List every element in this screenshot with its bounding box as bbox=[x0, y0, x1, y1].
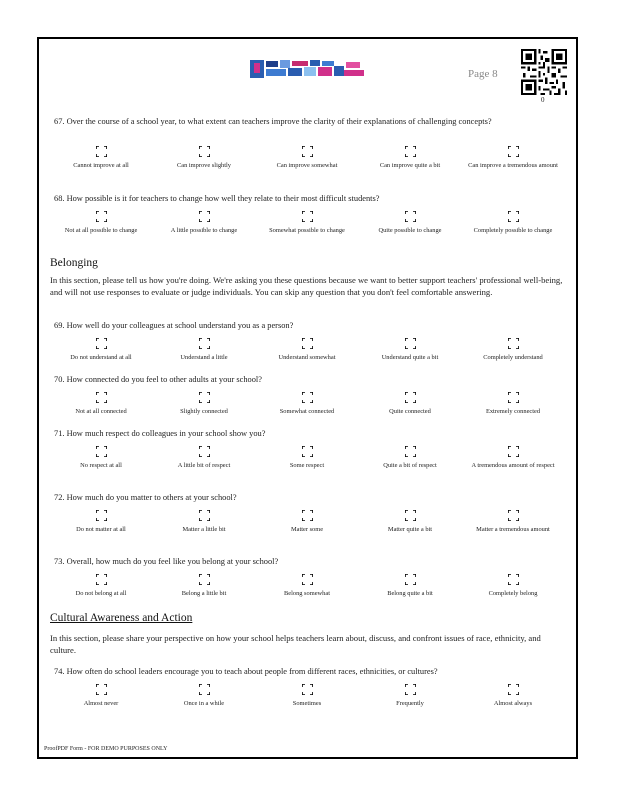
option-label: Completely possible to change bbox=[473, 227, 553, 234]
option-label: Quite possible to change bbox=[378, 227, 442, 234]
checkbox-icon[interactable] bbox=[302, 446, 313, 457]
checkbox-icon[interactable] bbox=[508, 574, 519, 585]
option-label: Belong quite a bit bbox=[387, 590, 433, 597]
option[interactable] bbox=[464, 684, 562, 708]
option-label: Do not matter at all bbox=[76, 526, 126, 533]
option-label: Once in a while bbox=[183, 700, 225, 707]
option-label: Some respect bbox=[289, 462, 325, 469]
option[interactable] bbox=[258, 684, 356, 708]
option[interactable] bbox=[258, 510, 356, 534]
question-68-options bbox=[49, 211, 569, 255]
checkbox-icon[interactable] bbox=[96, 684, 107, 695]
option[interactable] bbox=[52, 684, 150, 708]
checkbox-icon[interactable] bbox=[302, 211, 313, 222]
option[interactable] bbox=[361, 574, 459, 598]
checkbox-icon[interactable] bbox=[508, 510, 519, 521]
option[interactable] bbox=[155, 338, 253, 362]
checkbox-icon[interactable] bbox=[199, 211, 210, 222]
checkbox-icon[interactable] bbox=[302, 338, 313, 349]
checkbox-icon[interactable] bbox=[96, 146, 107, 157]
question-72-text: 72. How much do you matter to others at your school? bbox=[54, 493, 237, 502]
option-label: Matter a tremendous amount bbox=[476, 526, 550, 533]
question-67-options bbox=[49, 146, 569, 190]
option-label: Quite connected bbox=[389, 408, 431, 415]
option[interactable] bbox=[361, 211, 459, 235]
option[interactable] bbox=[361, 146, 459, 170]
option-label: Can improve a tremendous amount bbox=[468, 162, 558, 169]
option[interactable] bbox=[52, 574, 150, 598]
option[interactable] bbox=[361, 684, 459, 708]
checkbox-icon[interactable] bbox=[199, 574, 210, 585]
qr-number: 0 bbox=[541, 96, 545, 104]
option-label: Matter some bbox=[290, 526, 324, 533]
option[interactable] bbox=[258, 446, 356, 470]
option-label: A little bit of respect bbox=[177, 462, 231, 469]
checkbox-icon[interactable] bbox=[302, 574, 313, 585]
section-title-cultural-awareness: Cultural Awareness and Action bbox=[50, 612, 193, 624]
question-71-options bbox=[49, 446, 569, 490]
checkbox-icon[interactable] bbox=[199, 684, 210, 695]
page-number: Page 8 bbox=[468, 68, 498, 80]
demo-footer: ProofPDF Form - FOR DEMO PURPOSES ONLY bbox=[44, 746, 168, 752]
option-label: Extremely connected bbox=[485, 408, 541, 415]
checkbox-icon[interactable] bbox=[508, 146, 519, 157]
checkbox-icon[interactable] bbox=[405, 211, 416, 222]
option[interactable] bbox=[52, 146, 150, 170]
option[interactable] bbox=[464, 338, 562, 362]
option[interactable] bbox=[464, 392, 562, 416]
checkbox-icon[interactable] bbox=[405, 684, 416, 695]
question-72-options bbox=[49, 510, 569, 554]
option-label: Belong somewhat bbox=[284, 590, 330, 597]
option[interactable] bbox=[52, 510, 150, 534]
checkbox-icon[interactable] bbox=[405, 510, 416, 521]
option-label: Slightly connected bbox=[180, 408, 228, 415]
option[interactable] bbox=[258, 338, 356, 362]
option[interactable] bbox=[464, 146, 562, 170]
question-68-text: 68. How possible is it for teachers to change how well they relate to their most difficult students? bbox=[54, 194, 380, 203]
option[interactable] bbox=[155, 446, 253, 470]
option[interactable] bbox=[258, 574, 356, 598]
option-label: Somewhat connected bbox=[279, 408, 335, 415]
option-label: Belong a little bit bbox=[181, 590, 227, 597]
option[interactable] bbox=[361, 338, 459, 362]
section-intro-belonging: In this section, please tell us how you're doing. We're asking you these questions because we want to better support teachers' professional well-being, and will not use responses to evaluate or judge individuals. You can skip any question that you don't feel comfortable answering. bbox=[50, 275, 563, 297]
checkbox-icon[interactable] bbox=[302, 684, 313, 695]
checkbox-icon[interactable] bbox=[508, 211, 519, 222]
option-label: Almost always bbox=[493, 700, 533, 707]
option-label: Completely understand bbox=[483, 354, 543, 361]
checkbox-icon[interactable] bbox=[405, 146, 416, 157]
option-label: Cannot improve at all bbox=[73, 162, 129, 169]
option[interactable] bbox=[258, 211, 356, 235]
option[interactable] bbox=[155, 574, 253, 598]
section-title-belonging: Belonging bbox=[50, 257, 98, 269]
option[interactable] bbox=[155, 684, 253, 708]
qr-code bbox=[521, 49, 567, 95]
option[interactable] bbox=[361, 446, 459, 470]
option[interactable] bbox=[155, 510, 253, 534]
option-label: Almost never bbox=[83, 700, 119, 707]
question-74-options bbox=[49, 684, 569, 728]
option[interactable] bbox=[52, 338, 150, 362]
option-label: Not at all connected bbox=[75, 408, 127, 415]
option[interactable] bbox=[155, 211, 253, 235]
option-label: Not at all possible to change bbox=[64, 227, 138, 234]
checkbox-icon[interactable] bbox=[199, 510, 210, 521]
option[interactable] bbox=[464, 510, 562, 534]
option-label: Understand quite a bit bbox=[381, 354, 439, 361]
option[interactable] bbox=[52, 446, 150, 470]
option-label: Can improve slightly bbox=[177, 162, 231, 169]
checkbox-icon[interactable] bbox=[96, 510, 107, 521]
question-74-text: 74. How often do school leaders encourage you to teach about people from different races, ethnicities, or cultures? bbox=[54, 667, 438, 676]
option[interactable] bbox=[464, 574, 562, 598]
organization-logo bbox=[248, 58, 366, 80]
option[interactable] bbox=[52, 211, 150, 235]
checkbox-icon[interactable] bbox=[405, 574, 416, 585]
option[interactable] bbox=[258, 392, 356, 416]
question-67-text: 67. Over the course of a school year, to what extent can teachers improve the clarity of their explanations of challenging concepts? bbox=[54, 117, 492, 126]
question-71-text: 71. How much respect do colleagues in your school show you? bbox=[54, 429, 266, 438]
question-70-text: 70. How connected do you feel to other adults at your school? bbox=[54, 375, 262, 384]
option[interactable] bbox=[361, 392, 459, 416]
checkbox-icon[interactable] bbox=[405, 392, 416, 403]
option[interactable] bbox=[361, 510, 459, 534]
option[interactable] bbox=[258, 146, 356, 170]
option[interactable] bbox=[52, 392, 150, 416]
option-label: Sometimes bbox=[292, 700, 322, 707]
option-label: Somewhat possible to change bbox=[269, 227, 345, 234]
checkbox-icon[interactable] bbox=[199, 146, 210, 157]
checkbox-icon[interactable] bbox=[508, 338, 519, 349]
checkbox-icon[interactable] bbox=[199, 338, 210, 349]
checkbox-icon[interactable] bbox=[199, 446, 210, 457]
option[interactable] bbox=[464, 446, 562, 470]
checkbox-icon[interactable] bbox=[508, 684, 519, 695]
checkbox-icon[interactable] bbox=[96, 211, 107, 222]
checkbox-icon[interactable] bbox=[508, 446, 519, 457]
option-label: A little possible to change bbox=[170, 227, 238, 234]
checkbox-icon[interactable] bbox=[199, 392, 210, 403]
option[interactable] bbox=[155, 392, 253, 416]
question-73-text: 73. Overall, how much do you feel like you belong at your school? bbox=[54, 557, 279, 566]
checkbox-icon[interactable] bbox=[302, 146, 313, 157]
section-intro-cultural-awareness: In this section, please share your perspective on how your school helps teachers learn about, discuss, and confront issues of race, ethnicity, and culture. bbox=[50, 633, 541, 655]
checkbox-icon[interactable] bbox=[96, 338, 107, 349]
option-label: Matter quite a bit bbox=[387, 526, 433, 533]
question-69-text: 69. How well do your colleagues at school understand you as a person? bbox=[54, 321, 294, 330]
checkbox-icon[interactable] bbox=[96, 446, 107, 457]
option[interactable] bbox=[464, 211, 562, 235]
checkbox-icon[interactable] bbox=[405, 338, 416, 349]
option-label: A tremendous amount of respect bbox=[471, 462, 555, 469]
checkbox-icon[interactable] bbox=[96, 574, 107, 585]
option-label: Frequently bbox=[396, 700, 424, 707]
checkbox-icon[interactable] bbox=[405, 446, 416, 457]
checkbox-icon[interactable] bbox=[96, 392, 107, 403]
checkbox-icon[interactable] bbox=[508, 392, 519, 403]
option-label: Understand somewhat bbox=[278, 354, 336, 361]
option-label: Completely belong bbox=[488, 590, 538, 597]
option-label: Can improve quite a bit bbox=[379, 162, 441, 169]
checkbox-icon[interactable] bbox=[302, 392, 313, 403]
option-label: No respect at all bbox=[80, 462, 122, 469]
option-label: Do not understand at all bbox=[70, 354, 132, 361]
option-label: Do not belong at all bbox=[75, 590, 127, 597]
option-label: Matter a little bit bbox=[182, 526, 226, 533]
option-label: Quite a bit of respect bbox=[383, 462, 437, 469]
option-label: Understand a little bbox=[180, 354, 228, 361]
option-label: Can improve somewhat bbox=[276, 162, 338, 169]
option[interactable] bbox=[155, 146, 253, 170]
checkbox-icon[interactable] bbox=[302, 510, 313, 521]
